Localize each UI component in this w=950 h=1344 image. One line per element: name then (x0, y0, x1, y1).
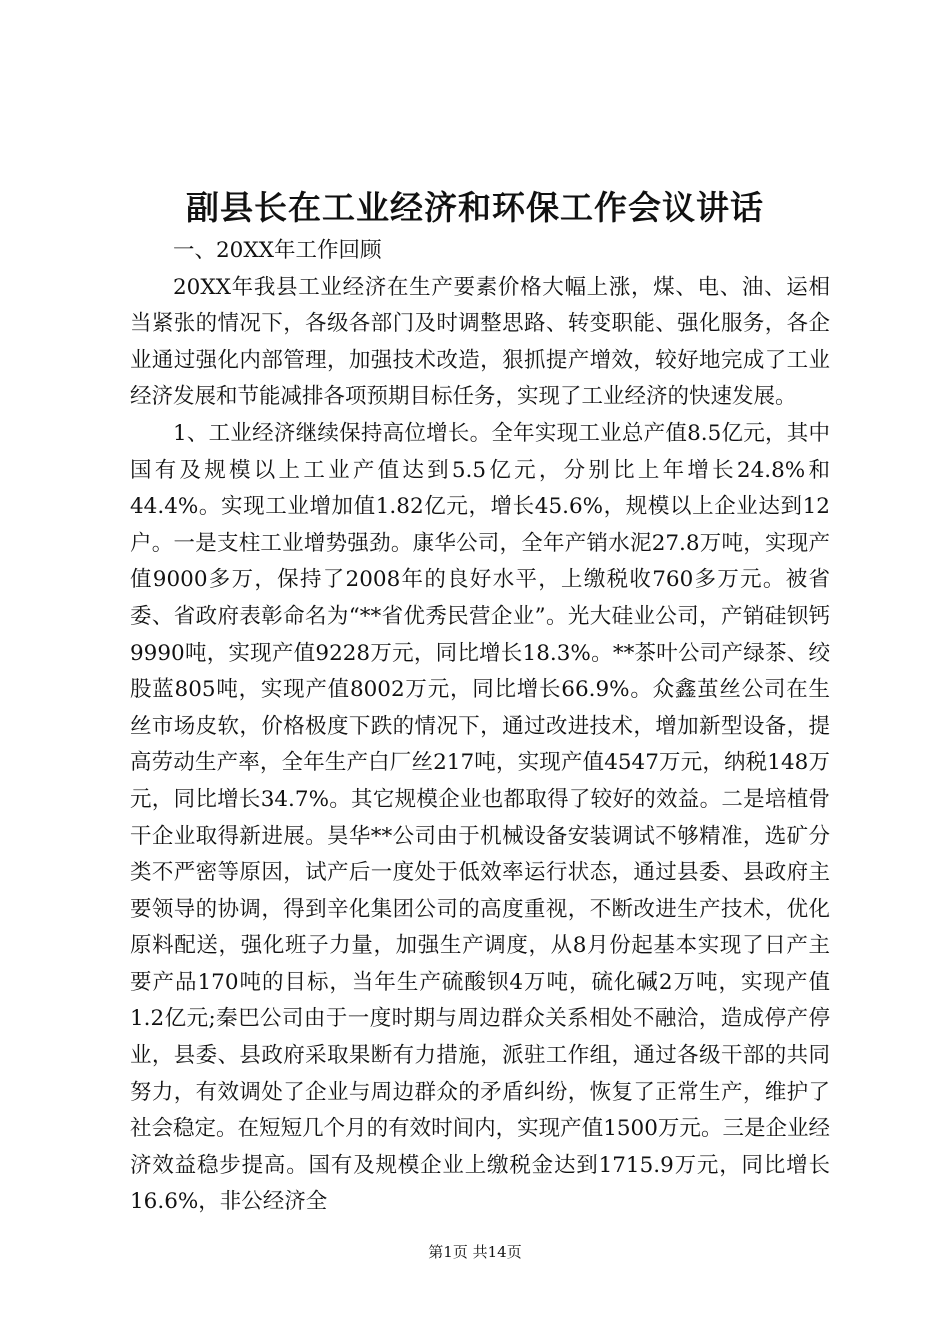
section-heading: 一、20XX年工作回顾 (173, 238, 382, 263)
document-body (130, 233, 830, 1221)
page-total: 共14页 (472, 1243, 522, 1261)
document-title: 副县长在工业经济和环保工作会议讲话 (186, 188, 764, 227)
paragraph: 20XX年我县工业经济在生产要素价格大幅上涨，煤、电、油、运相当紧张的情况下，各级各部门及时调整思路、转变职能、强化服务，各企业通过强化内部管理，加强技术改造，狠抓提产增效，较好地完成了工业经济发展和节能减排各项预期目标任务，实现了工业经济的快速发展。 (130, 274, 830, 410)
page-number: 第1页 (428, 1243, 468, 1261)
page-footer (0, 1242, 950, 1262)
paragraph: 1、工业经济继续保持高位增长。全年实现工业总产值8.5亿元，其中国有及规模以上工业产值达到5.5亿元，分别比上年增长24.8%和44.4%。实现工业增加值1.82亿元，增长45.6%，规模以上企业达到12户。一是支柱工业增势强劲。康华公司，全年产销水泥27.8万吨，实现产值9000多万，保持了2008年的良好水平，上缴税收760多万元。被省委、省政府表彰命名为“**省优秀民营企业”。光大硅业公司，产销硅钡钙9990吨，实现产值9228万元，同比增长18.3%。**茶叶公司产绿茶、绞股蓝805吨，实现产值8002万元，同比增长66.9%。众鑫茧丝公司在生丝市场皮软，价格极度下跌的情况下，通过改进技术，增加新型设备，提高劳动生产率，全年生产白厂丝217吨，实现产值4547万元，纳税148万元，同比增长34.7%。其它规模企业也都取得了较好的效益。二是培植骨干企业取得新进展。昊华**公司由于机械设备安装调试不够精准，选矿分类不严密等原因，试产后一度处于低效率运行状态，通过县委、县政府主要领导的协调，得到辛化集团公司的高度重视，不断改进生产技术，优化原料配送，强化班子力量，加强生产调度，从8月份起基本实现了日产主要产品170吨的目标，当年生产硫酸钡4万吨，硫化碱2万吨，实现产值1.2亿元;秦巴公司由于一度时期与周边群众关系相处不融洽，造成停产停业，县委、县政府采取果断有力措施，派驻工作组，通过各级干部的共同努力，有效调处了企业与周边群众的矛盾纠纷，恢复了正常生产，维护了社会稳定。在短短几个月的有效时间内，实现产值1500万元。三是企业经济效益稳步提高。国有及规模企业上缴税金达到1715.9万元，同比增长16.6%，非公经济全 (130, 420, 830, 1215)
